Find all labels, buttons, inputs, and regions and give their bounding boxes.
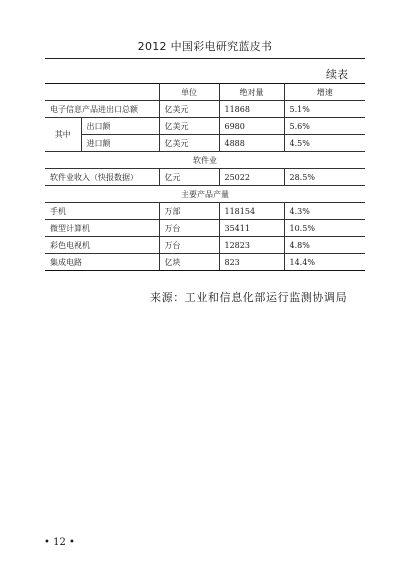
row-growth: 4.5% bbox=[284, 135, 365, 152]
row-label: 集成电路 bbox=[45, 254, 159, 271]
row-unit: 万台 bbox=[159, 220, 219, 237]
row-label: 电子信息产品进出口总额 bbox=[45, 101, 159, 118]
header-cell-unit: 单位 bbox=[159, 84, 219, 101]
row-unit: 万台 bbox=[159, 237, 219, 254]
row-growth: 5.6% bbox=[284, 118, 365, 135]
row-label: 彩色电视机 bbox=[45, 237, 159, 254]
row-growth: 4.3% bbox=[284, 203, 365, 220]
header-cell-blank bbox=[45, 84, 159, 101]
row-value: 118154 bbox=[219, 203, 284, 220]
header-cell-growth: 增速 bbox=[284, 84, 365, 101]
row-unit: 亿美元 bbox=[159, 101, 219, 118]
section-row bbox=[45, 152, 365, 169]
table-row bbox=[45, 237, 365, 254]
table-row bbox=[45, 220, 365, 237]
row-label: 微型计算机 bbox=[45, 220, 159, 237]
row-growth: 14.4% bbox=[284, 254, 365, 271]
row-label: 手机 bbox=[45, 203, 159, 220]
row-unit: 万部 bbox=[159, 203, 219, 220]
row-value: 4888 bbox=[219, 135, 284, 152]
row-label: 进口额 bbox=[81, 135, 159, 152]
row-unit: 亿美元 bbox=[159, 118, 219, 135]
table-row bbox=[45, 169, 365, 186]
row-value: 12823 bbox=[219, 237, 284, 254]
table-row bbox=[45, 118, 365, 135]
table-row bbox=[45, 101, 365, 118]
row-value: 11868 bbox=[219, 101, 284, 118]
statistics-table bbox=[45, 83, 365, 271]
section-row bbox=[45, 186, 365, 203]
header-rule bbox=[45, 58, 365, 59]
row-growth: 5.1% bbox=[284, 101, 365, 118]
row-unit: 亿块 bbox=[159, 254, 219, 271]
page-number: • 12 • bbox=[44, 537, 75, 548]
row-label: 软件业收入（快报数据） bbox=[45, 169, 159, 186]
table-row bbox=[45, 135, 365, 152]
row-label: 出口额 bbox=[81, 118, 159, 135]
continued-label: 续表 bbox=[326, 68, 348, 81]
row-value: 823 bbox=[219, 254, 284, 271]
row-unit: 亿元 bbox=[159, 169, 219, 186]
table-row bbox=[45, 203, 365, 220]
row-value: 35411 bbox=[219, 220, 284, 237]
section-label: 软件业 bbox=[45, 152, 365, 169]
table-row bbox=[45, 254, 365, 271]
header-cell-absolute: 绝对量 bbox=[219, 84, 284, 101]
table-header-row bbox=[45, 84, 365, 101]
source-note: 来源：工业和信息化部运行监测协调局 bbox=[150, 291, 348, 304]
row-growth: 4.8% bbox=[284, 237, 365, 254]
row-value: 25022 bbox=[219, 169, 284, 186]
running-header: 2012 中国彩电研究蓝皮书 bbox=[137, 40, 273, 53]
group-label: 其中 bbox=[45, 118, 81, 152]
row-growth: 10.5% bbox=[284, 220, 365, 237]
section-label: 主要产品产量 bbox=[45, 186, 365, 203]
row-unit: 亿美元 bbox=[159, 135, 219, 152]
row-growth: 28.5% bbox=[284, 169, 365, 186]
row-value: 6980 bbox=[219, 118, 284, 135]
